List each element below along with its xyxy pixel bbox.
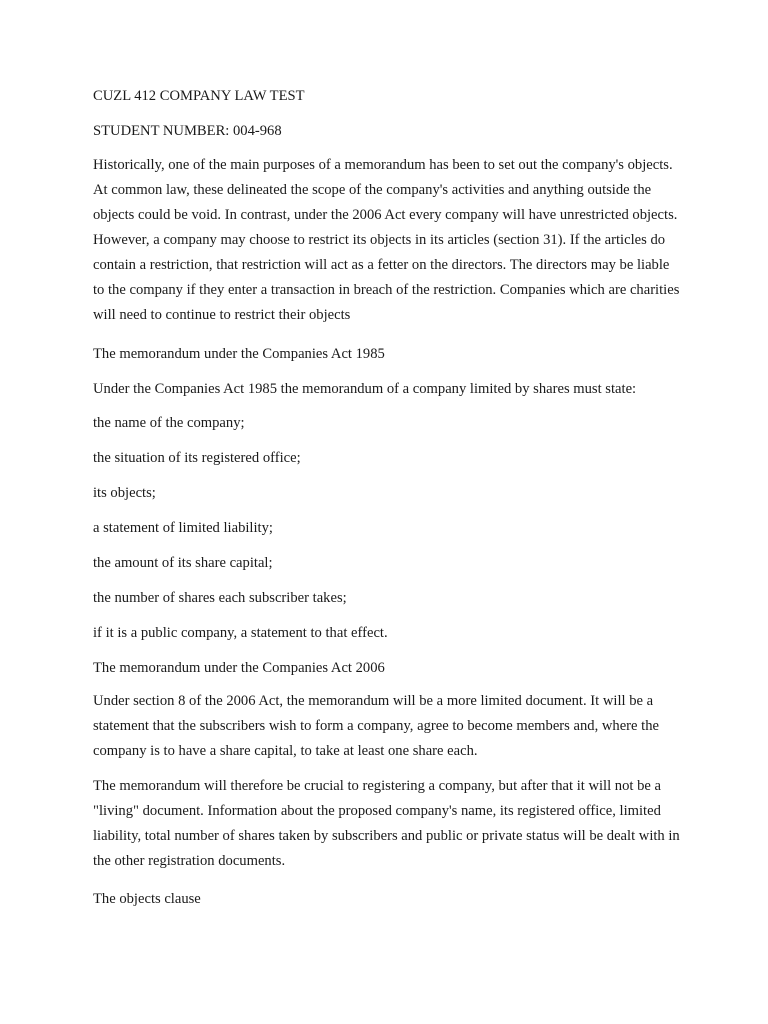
section-heading-objects: The objects clause: [93, 891, 201, 907]
intro-paragraph: Historically, one of the main purposes of a memorandum has been to set out the company's objects. At common law, these delineated the scope of the company's activities and anything outside the objects could be void. In contrast, under the 2006 Act every company will have unrestricted objects. However, a company may choose to restrict its objects in its articles (section 31). If the articles do contain a restriction, that restriction will act as a fetter on the directors. The directors may be liable to the company if they enter a transaction in breach of the restriction. Companies which are charities will need to continue to restrict their objects: [93, 157, 680, 323]
list-item: a statement of limited liability;: [93, 520, 273, 536]
list-item: its objects;: [93, 485, 156, 501]
list-item: the situation of its registered office;: [93, 450, 301, 466]
list-item: the amount of its share capital;: [93, 555, 273, 571]
section-heading-2006: The memorandum under the Companies Act 2006: [93, 660, 385, 676]
course-title: CUZL 412 COMPANY LAW TEST: [93, 88, 305, 104]
list-item: if it is a public company, a statement to that effect.: [93, 625, 388, 641]
section-heading-1985: The memorandum under the Companies Act 1985: [93, 346, 385, 362]
lead-1985: Under the Companies Act 1985 the memorandum of a company limited by shares must state:: [93, 381, 637, 397]
paragraph-2006-a: Under section 8 of the 2006 Act, the memorandum will be a more limited document. It will be a statement that the subscribers wish to form a company, agree to become members and, where the company is to have a share capital, to take at least one share each.: [93, 693, 659, 759]
list-item: the name of the company;: [93, 415, 245, 431]
student-number: STUDENT NUMBER: 004-968: [93, 123, 282, 139]
paragraph-2006-b: The memorandum will therefore be crucial to registering a company, but after that it will not be a "living" document. Information about the proposed company's name, its registered office, limited liability, total number of shares taken by subscribers and public or private status will be dealt with in the other registration documents.: [93, 778, 680, 869]
list-item: the number of shares each subscriber takes;: [93, 590, 347, 606]
